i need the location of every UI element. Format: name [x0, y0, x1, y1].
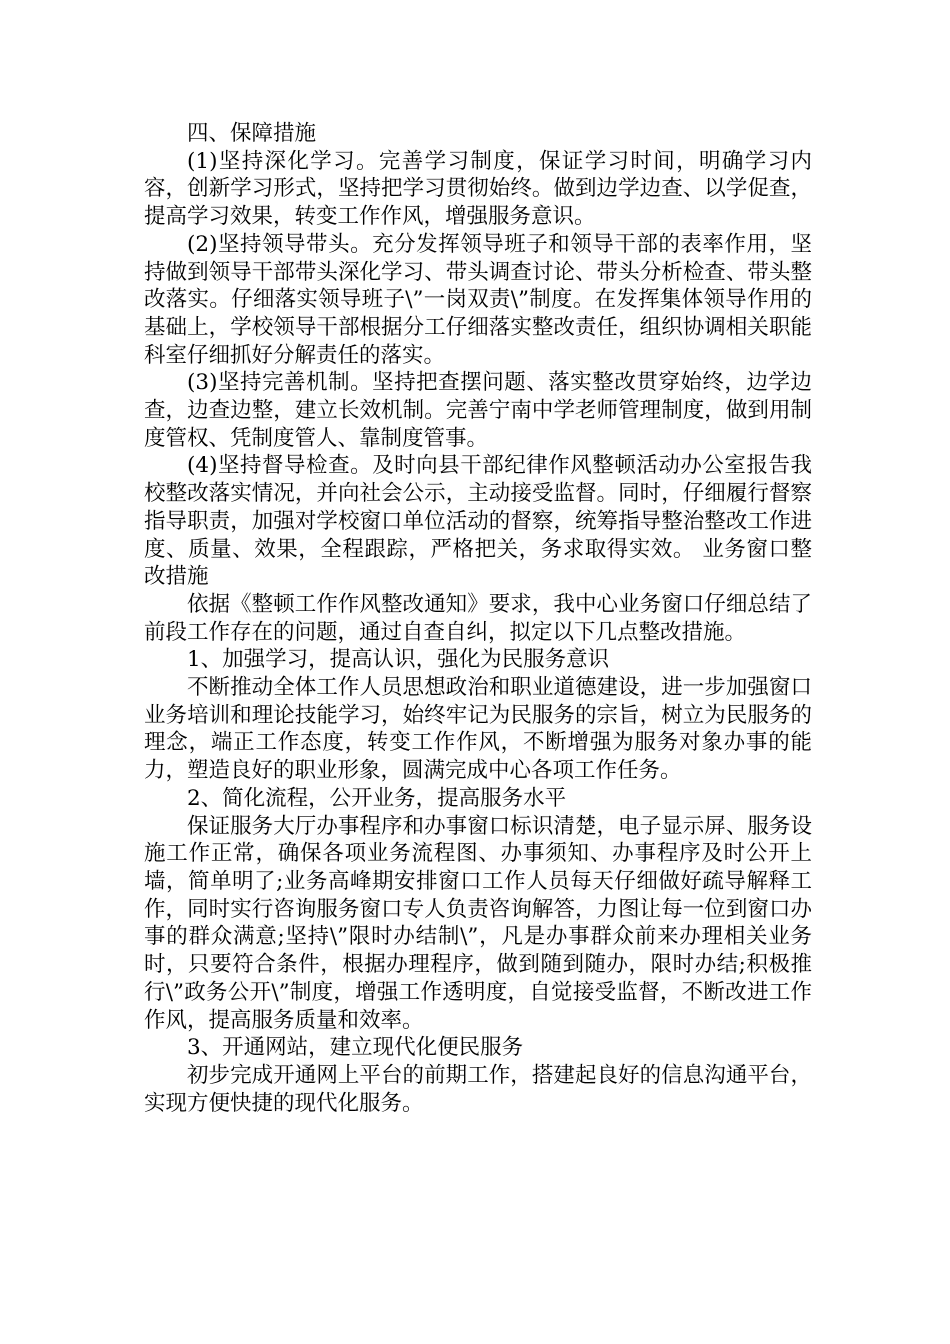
document-body [144, 120, 812, 1117]
paragraph-supervision: (4)坚持督导检查。及时向县干部纪律作风整顿活动办公室报告我校整改落实情况，并向社会公示，主动接受监督。同时，仔细履行督察指导职责，加强对学校窗口单位活动的督察，统筹指导整治整改工作进度、质量、效果，全程跟踪，严格把关，务求取得实效。 业务窗口整改措施 [144, 453, 812, 590]
subheading-study: 1、加强学习，提高认识，强化为民服务意识 [187, 647, 610, 673]
paragraph-study: 不断推动全体工作人员思想政治和职业道德建设，进一步加强窗口业务培训和理论技能学习，始终牢记为民服务的宗旨，树立为民服务的理念，端正工作态度，转变工作作风，不断增强为服务对象办事的能力，塑造良好的职业形象，圆满完成中心各项工作任务。 [144, 675, 812, 784]
paragraph-mechanism: (3)坚持完善机制。坚持把查摆问题、落实整改贯穿始终，边学边查，边查边整，建立长效机制。完善宁南中学老师管理制度，做到用制度管权、凭制度管人、靠制度管事。 [144, 370, 812, 451]
subheading-process: 2、简化流程，公开业务，提高服务水平 [187, 785, 567, 811]
paragraph-website: 初步完成开通网上平台的前期工作，搭建起良好的信息沟通平台，实现方便快捷的现代化服务。 [144, 1062, 812, 1116]
paragraph-deepen-study: (1)坚持深化学习。完善学习制度，保证学习时间，明确学习内容，创新学习形式，坚持把学习贯彻始终。做到边学边查、以学促查，提高学习效果，转变工作作风，增强服务意识。 [144, 148, 812, 230]
paragraph-process: 保证服务大厅办事程序和办事窗口标识清楚，电子显示屏、服务设施工作正常，确保各项业务流程图、办事须知、办事程序及时公开上墙，简单明了;业务高峰期安排窗口工作人员每天仔细做好疏导解释工作，同时实行咨询服务窗口专人负责咨询解答，力图让每一位到窗口办事的群众满意;坚持\”限时办结制\”，凡是办事群众前来办理相关业务时，只要符合条件，根据办理程序，做到随到随办，限时办结;积极推行\”政务公开\”制度，增强工作透明度，自觉接受监督，不断改进工作作风，提高服务质量和效率。 [144, 813, 812, 1033]
paragraph-leadership: (2)坚持领导带头。充分发挥领导班子和领导干部的表率作用，坚持做到领导干部带头深化学习、带头调查讨论、带头分析检查、带头整改落实。仔细落实领导班子\”一岗双责\”制度。在发挥集体领导作用的基础上，学校领导干部根据分工仔细落实整改责任，组织协调相关职能科室仔细抓好分解责任的落实。 [144, 231, 812, 368]
subheading-website: 3、开通网站，建立现代化便民服务 [187, 1035, 524, 1061]
paragraph-intro: 依据《整顿工作作风整改通知》要求，我中心业务窗口仔细总结了前段工作存在的问题，通过自查自纠，拟定以下几点整改措施。 [144, 591, 812, 645]
section-heading-safeguards: 四、保障措施 [187, 121, 317, 146]
